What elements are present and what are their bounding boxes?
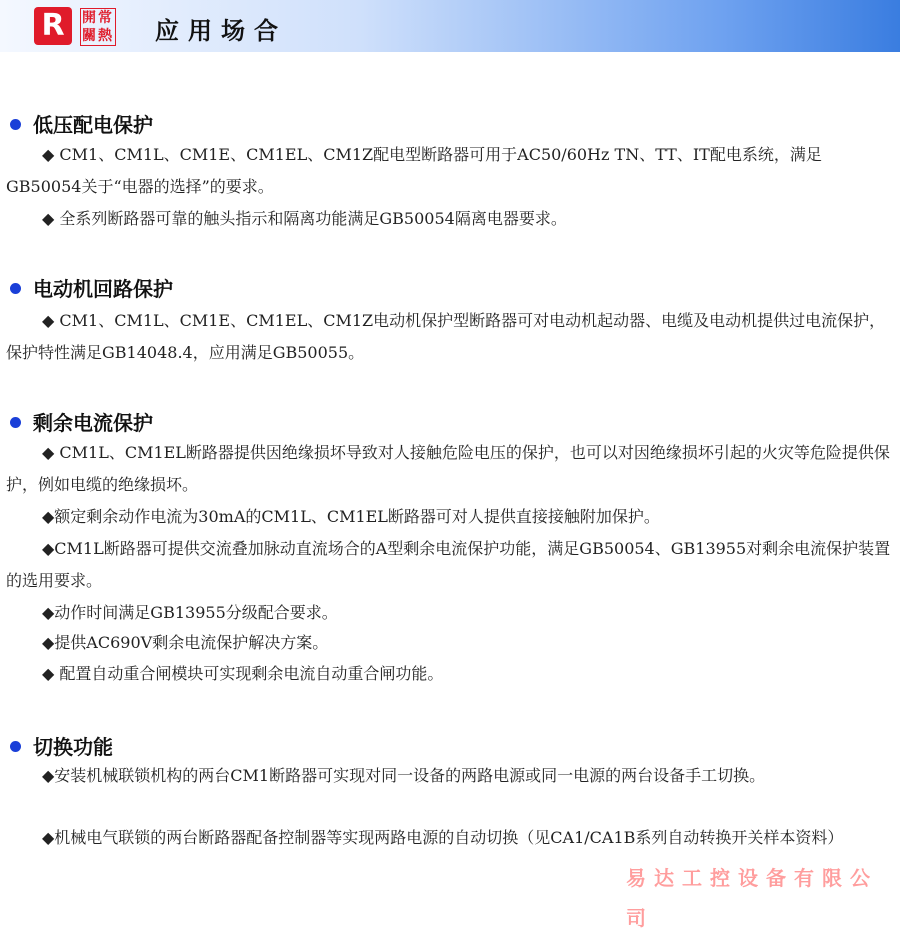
paragraph: ◆机械电气联锁的两台断路器配备控制器等实现两路电源的自动切换（见CA1/CA1B系列自动转换开关样本资料） <box>42 828 844 847</box>
paragraph: ◆安装机械联锁机构的两台CM1断路器可实现对同一设备的两路电源或同一电源的两台设备手工切换。 <box>42 766 766 785</box>
section-heading-switching: 切换功能 <box>10 731 113 760</box>
section-heading-low-voltage: 低压配电保护 <box>10 109 153 138</box>
paragraph: ◆ 配置自动重合闸模块可实现剩余电流自动重合闸功能。 <box>42 664 444 683</box>
paragraph: ◆额定剩余动作电流为30mA的CM1L、CM1EL断路器可对人提供直接接触附加保护。 <box>42 507 660 526</box>
page-header <box>0 0 900 52</box>
bullet-dot-icon <box>10 119 21 130</box>
paragraph: ◆CM1L断路器可提供交流叠加脉动直流场合的A型剩余电流保护功能，满足GB50054、GB13955对剩余电流保护装置的选用要求。 <box>6 539 891 590</box>
bullet-dot-icon <box>10 741 21 752</box>
logo-seal: 開常 關熱 <box>82 10 114 44</box>
bullet-dot-icon <box>10 283 21 294</box>
paragraph: ◆提供AC690V剩余电流保护解决方案。 <box>42 633 329 652</box>
page-title: 应用场合 <box>155 17 287 45</box>
paragraph: ◆动作时间满足GB13955分级配合要求。 <box>42 603 338 622</box>
bullet-dot-icon <box>10 417 21 428</box>
section-heading-motor: 电动机回路保护 <box>10 273 173 302</box>
paragraph: ◆ CM1L、CM1EL断路器提供因绝缘损坏导致对人接触危险电压的保护，也可以对因绝缘损坏引起的火灾等危险提供保护，例如电缆的绝缘损坏。 <box>6 443 890 494</box>
section-heading-residual-current: 剩余电流保护 <box>10 407 153 436</box>
brand-logo: R <box>34 7 72 45</box>
company-watermark: 易达工控设备有限公司 <box>598 858 900 898</box>
paragraph: ◆ CM1、CM1L、CM1E、CM1EL、CM1Z配电型断路器可用于AC50/60Hz TN、TT、IT配电系统，满足GB50054关于“电器的选择”的要求。 <box>6 145 822 196</box>
paragraph: ◆ 全系列断路器可靠的触头指示和隔离功能满足GB50054隔离电器要求。 <box>42 209 567 228</box>
paragraph: ◆ CM1、CM1L、CM1E、CM1EL、CM1Z电动机保护型断路器可对电动机起动器、电缆及电动机提供过电流保护，保护特性满足GB14048.4，应用满足GB50055。 <box>6 311 886 362</box>
